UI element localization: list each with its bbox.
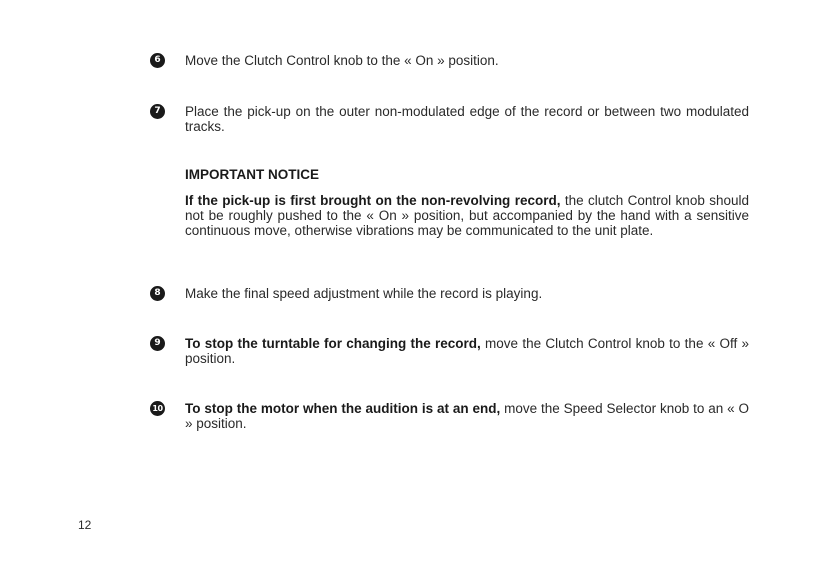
step-7-badge: 7 [150, 104, 165, 119]
step-8-body: Make the final speed adjustment while the record is playing. [185, 286, 543, 301]
notice-heading: IMPORTANT NOTICE [185, 167, 319, 182]
step-7-body: Place the pick-up on the outer non-modulated edge of the record or between two modulated tracks. [185, 104, 749, 134]
step-7-text [185, 104, 749, 134]
notice-bold: If the pick-up is first brought on the non-revolving record, [185, 193, 561, 208]
step-8-text [185, 286, 749, 301]
step-8-badge: 8 [150, 286, 165, 301]
step-6-body: Move the Clutch Control knob to the « On » position. [185, 53, 499, 68]
notice-text [185, 193, 749, 238]
step-10-text [185, 401, 749, 431]
page-number: 12 [78, 518, 92, 532]
step-10-badge: 10 [150, 401, 165, 416]
step-9-text [185, 336, 749, 366]
step-10-body: move the Speed Selector knob to an « O » position. [185, 401, 749, 431]
step-10-bold: To stop the motor when the audition is at an end, [185, 401, 501, 416]
notice-body: the clutch Control knob should not be roughly pushed to the « On » position, but accompanied by the hand with a sensitive continuous move, otherwise vibrations may be communicated to the unit plate. [185, 193, 749, 238]
step-9-bold: To stop the turntable for changing the record, [185, 336, 481, 351]
step-6-badge: 6 [150, 53, 165, 68]
step-9-body: move the Clutch Control knob to the « Off » position. [185, 336, 749, 366]
step-6-text [185, 53, 749, 68]
step-9-badge: 9 [150, 336, 165, 351]
